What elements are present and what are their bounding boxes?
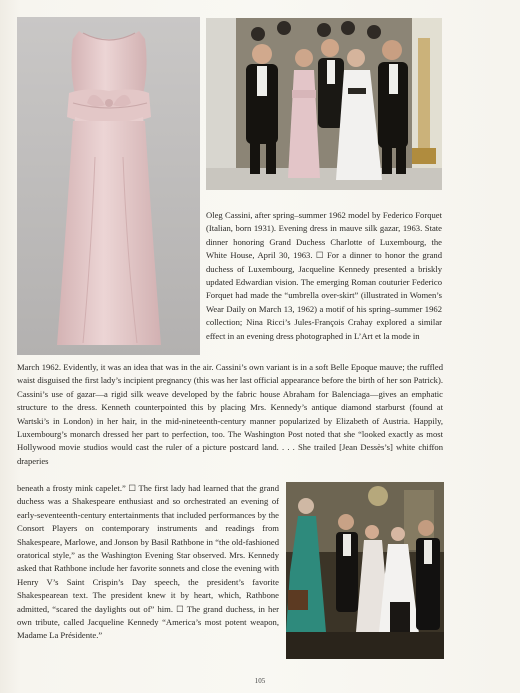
caption-top-text: Oleg Cassini, after spring–summer 1962 model by Federico Forquet (Italian, born 1931). Evening dress in mauve silk gazar, 1963. State dinner honoring Grand Duchess Charlotte of Luxembourg, the White House, April 30, 1963. ☐ For a dinner to honor the grand duchess of Luxembourg, Jacqueline Kennedy presented a briskly updated Edwardian vision. The emerging Roman couturier Federico Forquet had made the “umbrella over-skirt” (illustrated in Women’s Wear Daily on March 13, 1962) a motif of his spring–summer 1962 collection; Nina Ricci’s Jules-François Crahay explored a similar effect in an evening dress photographed in L’Art et la mode in xyxy=(206,210,442,341)
state-dinner-group-photo xyxy=(206,18,442,190)
dress-photo xyxy=(17,17,200,355)
caption-middle xyxy=(17,361,443,468)
caption-middle-text: March 1962. Evidently, it was an idea that was in the air. Cassini’s own variant is in a soft Belle Epoque mauve; the ruffled waist disguised the first lady’s incipient pregnancy (this was her last official appearance before the birth of her son Patrick). Cassini’s use of gazar—a rigid silk weave developed by the fabric house Abraham for Balenciaga—gives an emphatic structure to the dress. Kenneth counterpointed this by placing Mrs. Kennedy’s antique diamond starburst (found at Wartski’s in London) in her hair, in the mid-nineteenth-century manner popularized by Elizabeth of Austria. Happily, Luxembourg’s monarch dressed her part to perfection, too. The Washington Post noted that she “looked exactly as most Hollywood movie studios would cast the ruler of a picture postcard land. . . . She trailed [Jean Dessès’s] white chiffon draperies xyxy=(17,362,443,466)
page-number: 105 xyxy=(254,677,266,685)
caption-bottom xyxy=(17,482,279,643)
caption-top xyxy=(206,209,442,343)
caption-bottom-text: beneath a frosty mink capelet.” ☐ The first lady had learned that the grand duchess was a Shakespeare enthusiast and so orchestrated an evening of early-seventeenth-century entertainments that included performances by the Consort Players on contemporary instruments and readings from Shakespeare, Marlowe, and Jonson by Basil Rathbone in “the old-fashioned oratorical style,” as the Washington Evening Star observed. Mrs. Kennedy asked that Rathbone include her favorite sonnets and close the evening with Henry V’s Saint Crispin’s Day speech, the president’s favorite Shakespearean text. The president knew it by heart, which, Rathbone admitted, “scared the daylights out of” him. ☐ The grand duchess, in her own tribute, called Jacqueline Kennedy “America’s most potent weapon, Madame La Présidente.” xyxy=(17,483,279,641)
reception-photo xyxy=(286,482,444,659)
